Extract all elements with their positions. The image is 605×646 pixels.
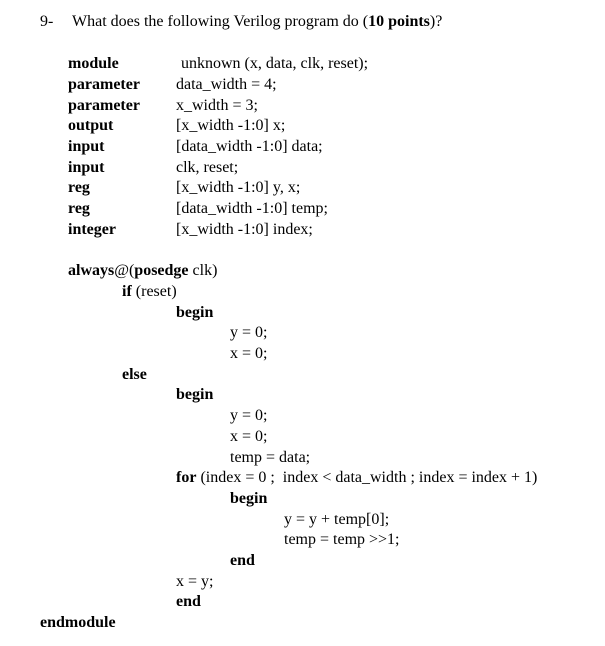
end-keyword: end bbox=[176, 593, 201, 610]
decl-keyword-output: output bbox=[68, 117, 114, 134]
decl-value-module: unknown (x, data, clk, reset); bbox=[181, 55, 369, 72]
for-header: (index = 0 ; index < data_width ; index = index + 1) bbox=[196, 469, 538, 486]
decl-value-data-width: data_width = 4; bbox=[176, 76, 277, 93]
posedge-keyword: posedge bbox=[134, 262, 189, 279]
question-number: 9- bbox=[40, 13, 54, 30]
question-points: 10 points bbox=[368, 13, 430, 30]
decl-keyword-parameter: parameter bbox=[68, 97, 140, 114]
assign-y-accumulate: y = y + temp[0]; bbox=[284, 511, 390, 528]
assign-x-zero: x = 0; bbox=[230, 345, 268, 362]
endmodule-keyword: endmodule bbox=[40, 614, 116, 631]
always-sensitivity: clk) bbox=[188, 262, 218, 279]
decl-keyword-input: input bbox=[68, 159, 105, 176]
else-keyword: else bbox=[122, 366, 147, 383]
decl-value-integer-index: [x_width -1:0] index; bbox=[176, 221, 313, 238]
decl-keyword-integer: integer bbox=[68, 221, 116, 238]
decl-value-reg-temp: [data_width -1:0] temp; bbox=[176, 200, 328, 217]
assign-y-zero: y = 0; bbox=[230, 324, 268, 341]
assign-x-y: x = y; bbox=[176, 573, 214, 590]
decl-keyword-input: input bbox=[68, 138, 105, 155]
begin-keyword: begin bbox=[176, 386, 214, 403]
for-keyword: for bbox=[176, 469, 197, 486]
question-prefix: What does the following Verilog program do ( bbox=[72, 13, 369, 30]
decl-value-output-x: [x_width -1:0] x; bbox=[176, 117, 286, 134]
if-keyword: if bbox=[122, 283, 132, 300]
assign-temp-data: temp = data; bbox=[230, 449, 311, 466]
if-condition: (reset) bbox=[131, 283, 177, 300]
always-statement bbox=[68, 261, 217, 281]
begin-keyword: begin bbox=[230, 490, 268, 507]
always-at: @( bbox=[114, 262, 135, 279]
decl-value-input-data: [data_width -1:0] data; bbox=[176, 138, 323, 155]
always-keyword: always bbox=[68, 262, 115, 279]
assign-y-zero: y = 0; bbox=[230, 407, 268, 424]
end-keyword: end bbox=[230, 552, 255, 569]
decl-keyword-reg: reg bbox=[68, 200, 90, 217]
decl-keyword-module: module bbox=[68, 55, 119, 72]
decl-value-input-clk-reset: clk, reset; bbox=[176, 159, 239, 176]
for-statement bbox=[176, 468, 537, 488]
decl-keyword-reg: reg bbox=[68, 179, 90, 196]
decl-value-x-width: x_width = 3; bbox=[176, 97, 258, 114]
assign-x-zero: x = 0; bbox=[230, 428, 268, 445]
decl-value-reg-y-x: [x_width -1:0] y, x; bbox=[176, 179, 301, 196]
begin-keyword: begin bbox=[176, 304, 214, 321]
if-statement bbox=[122, 282, 177, 302]
question-text bbox=[72, 12, 442, 32]
question-suffix: )? bbox=[429, 13, 443, 30]
decl-keyword-parameter: parameter bbox=[68, 76, 140, 93]
assign-temp-shift: temp = temp >>1; bbox=[284, 531, 400, 548]
